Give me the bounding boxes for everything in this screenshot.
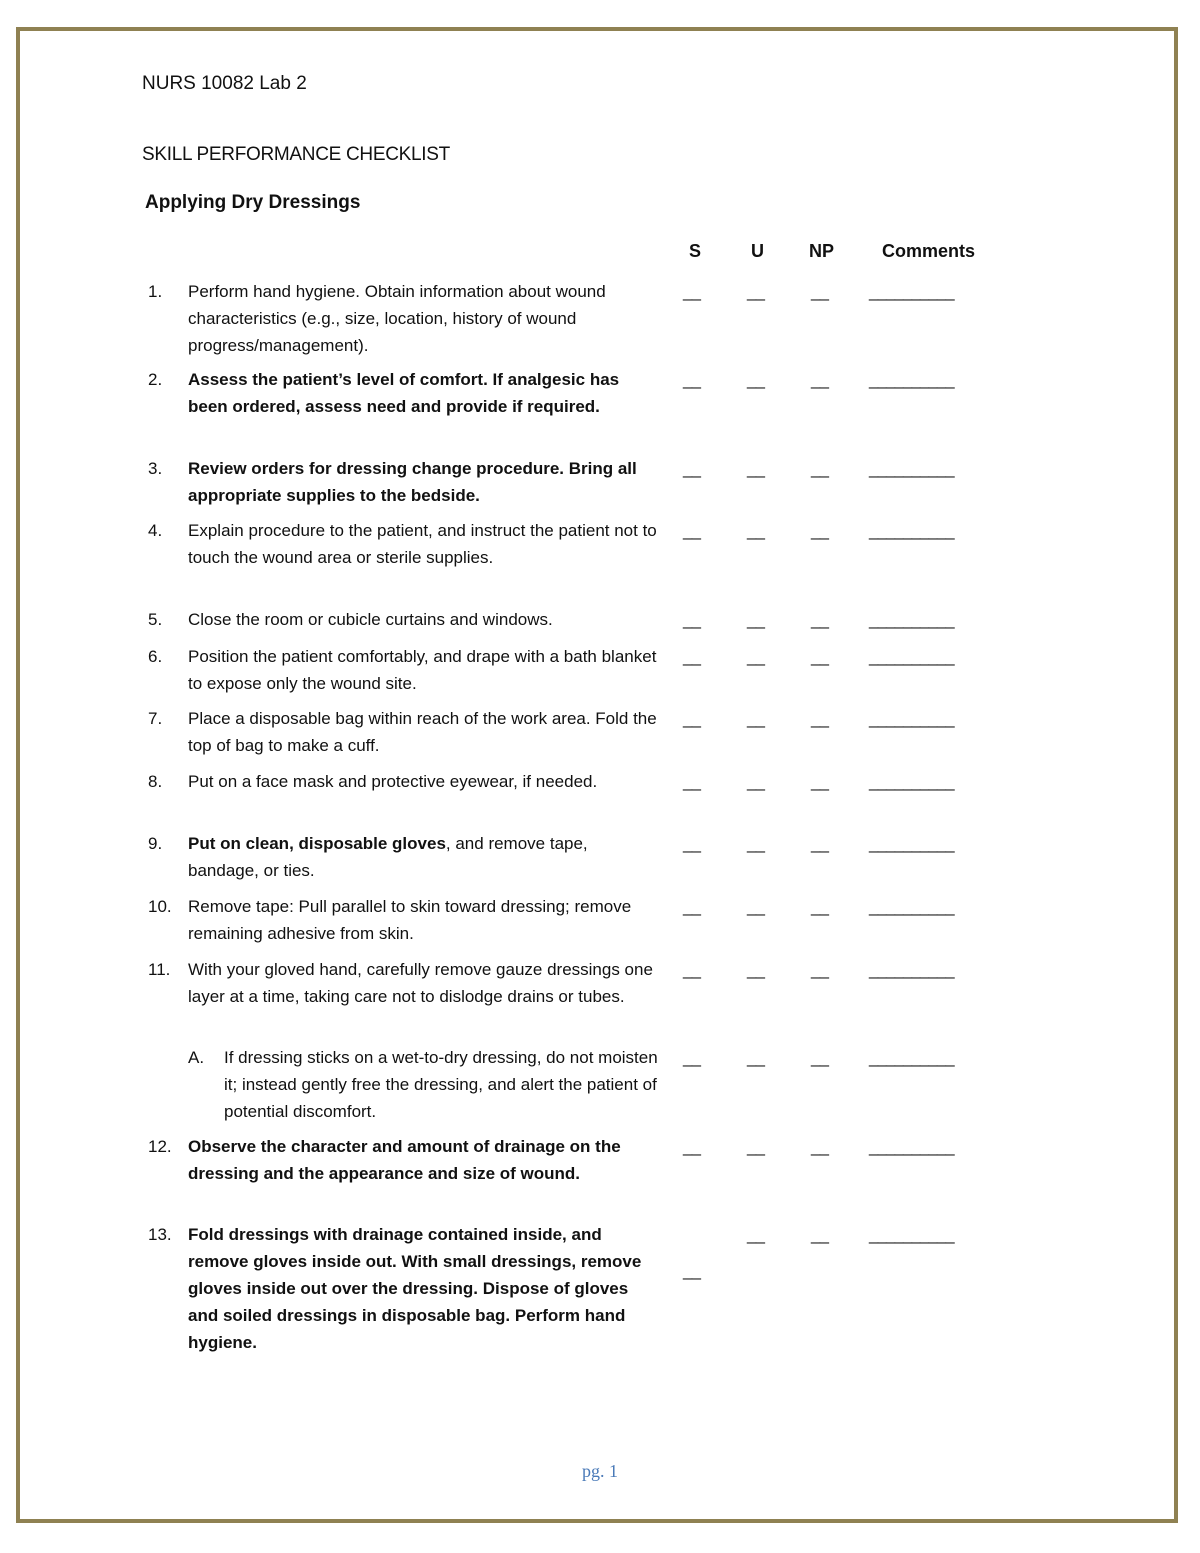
u-blank[interactable]: __ bbox=[747, 772, 764, 791]
comments-blank[interactable]: __________ bbox=[869, 521, 954, 540]
comments-blank[interactable]: __________ bbox=[869, 1225, 954, 1244]
np-blank[interactable]: __ bbox=[811, 1048, 828, 1067]
s-blank[interactable]: __ bbox=[683, 1261, 700, 1280]
comments-blank[interactable]: __________ bbox=[869, 1048, 954, 1067]
u-blank[interactable]: __ bbox=[747, 960, 764, 979]
item-text-rest: , and remove tape, bandage, or ties. bbox=[188, 834, 588, 880]
item-text: Perform hand hygiene. Obtain information about wound characteristics (e.g., size, location, history of wound progress/management). bbox=[188, 282, 606, 355]
column-header-s: S bbox=[689, 241, 702, 261]
page-number: pg. 1 bbox=[582, 1461, 618, 1481]
comments-blank[interactable]: __________ bbox=[869, 370, 954, 389]
s-blank[interactable]: __ bbox=[683, 1048, 700, 1067]
s-blank[interactable]: __ bbox=[683, 282, 700, 301]
np-blank[interactable]: __ bbox=[811, 834, 828, 853]
item-number: 5. bbox=[148, 610, 163, 629]
item-text: Assess the patient’s level of comfort. If analgesic has been ordered, assess need and provide if required. bbox=[188, 370, 620, 416]
u-blank[interactable]: __ bbox=[747, 1225, 764, 1244]
np-blank[interactable]: __ bbox=[811, 1225, 828, 1244]
np-blank[interactable]: __ bbox=[811, 459, 828, 478]
u-blank[interactable]: __ bbox=[747, 459, 764, 478]
item-number: 4. bbox=[148, 521, 163, 540]
u-blank[interactable]: __ bbox=[747, 709, 764, 728]
s-blank[interactable]: __ bbox=[683, 459, 700, 478]
item-text: If dressing sticks on a wet-to-dry dressing, do not moisten it; instead gently free the dressing, and alert the patient of potential discomfort. bbox=[224, 1048, 658, 1121]
comments-blank[interactable]: __________ bbox=[869, 459, 954, 478]
comments-blank[interactable]: __________ bbox=[869, 772, 954, 791]
checklist-subtitle: Applying Dry Dressings bbox=[145, 192, 361, 213]
np-blank[interactable]: __ bbox=[811, 282, 828, 301]
item-number: 10. bbox=[148, 897, 172, 916]
u-blank[interactable]: __ bbox=[747, 834, 764, 853]
comments-blank[interactable]: __________ bbox=[869, 647, 954, 666]
item-number: 6. bbox=[148, 647, 163, 666]
u-blank[interactable]: __ bbox=[747, 1137, 764, 1156]
item-number: 12. bbox=[148, 1137, 172, 1156]
comments-blank[interactable]: __________ bbox=[869, 709, 954, 728]
u-blank[interactable]: __ bbox=[747, 647, 764, 666]
item-text: Explain procedure to the patient, and instruct the patient not to touch the wound area or sterile supplies. bbox=[188, 521, 657, 567]
u-blank[interactable]: __ bbox=[747, 521, 764, 540]
s-blank[interactable]: __ bbox=[683, 610, 700, 629]
comments-blank[interactable]: __________ bbox=[869, 834, 954, 853]
comments-blank[interactable]: __________ bbox=[869, 897, 954, 916]
item-number: 9. bbox=[148, 834, 163, 853]
item-number: 11. bbox=[148, 960, 171, 979]
np-blank[interactable]: __ bbox=[811, 897, 828, 916]
page-title: SKILL PERFORMANCE CHECKLIST bbox=[142, 144, 450, 165]
np-blank[interactable]: __ bbox=[811, 772, 828, 791]
item-text bbox=[188, 830, 658, 884]
comments-blank[interactable]: __________ bbox=[869, 282, 954, 301]
np-blank[interactable]: __ bbox=[811, 1137, 828, 1156]
s-blank[interactable]: __ bbox=[683, 647, 700, 666]
column-header-u: U bbox=[751, 241, 764, 261]
item-text: Remove tape: Pull parallel to skin toward dressing; remove remaining adhesive from skin. bbox=[188, 897, 632, 943]
u-blank[interactable]: __ bbox=[747, 897, 764, 916]
item-text: Close the room or cubicle curtains and windows. bbox=[188, 610, 553, 629]
item-text: Observe the character and amount of drainage on the dressing and the appearance and size of wound. bbox=[188, 1137, 621, 1183]
item-number: 1. bbox=[148, 282, 163, 301]
comments-blank[interactable]: __________ bbox=[869, 1137, 954, 1156]
item-text: Fold dressings with drainage contained inside, and remove gloves inside out. With small dressings, remove gloves inside out over the dressing. Dispose of gloves and soiled dressings in disposable bag. Perform hand hygiene. bbox=[188, 1225, 642, 1352]
np-blank[interactable]: __ bbox=[811, 370, 828, 389]
item-number: 8. bbox=[148, 772, 163, 791]
u-blank[interactable]: __ bbox=[747, 610, 764, 629]
item-text: Place a disposable bag within reach of the work area. Fold the top of bag to make a cuff. bbox=[188, 709, 657, 755]
s-blank[interactable]: __ bbox=[683, 521, 700, 540]
comments-blank[interactable]: __________ bbox=[869, 960, 954, 979]
u-blank[interactable]: __ bbox=[747, 1048, 764, 1067]
item-number: 7. bbox=[148, 709, 163, 728]
s-blank[interactable]: __ bbox=[683, 370, 700, 389]
s-blank[interactable]: __ bbox=[683, 772, 700, 791]
item-number: 2. bbox=[148, 370, 163, 389]
column-header-comments: Comments bbox=[882, 241, 976, 261]
np-blank[interactable]: __ bbox=[811, 709, 828, 728]
item-text: Put on a face mask and protective eyewear, if needed. bbox=[188, 772, 598, 791]
s-blank[interactable]: __ bbox=[683, 834, 700, 853]
item-number: 3. bbox=[148, 459, 163, 478]
column-header-np: NP bbox=[809, 241, 835, 261]
item-text: Review orders for dressing change procedure. Bring all appropriate supplies to the bedside. bbox=[188, 459, 637, 505]
course-code: NURS 10082 Lab 2 bbox=[142, 73, 307, 94]
s-blank[interactable]: __ bbox=[683, 960, 700, 979]
item-text-emphasis: Put on clean, disposable gloves bbox=[188, 834, 446, 853]
np-blank[interactable]: __ bbox=[811, 960, 828, 979]
item-number: 13. bbox=[148, 1225, 172, 1244]
u-blank[interactable]: __ bbox=[747, 282, 764, 301]
np-blank[interactable]: __ bbox=[811, 647, 828, 666]
s-blank[interactable]: __ bbox=[683, 709, 700, 728]
s-blank[interactable]: __ bbox=[683, 1137, 700, 1156]
item-text: With your gloved hand, carefully remove gauze dressings one layer at a time, taking care not to dislodge drains or tubes. bbox=[188, 960, 653, 1006]
u-blank[interactable]: __ bbox=[747, 370, 764, 389]
np-blank[interactable]: __ bbox=[811, 610, 828, 629]
np-blank[interactable]: __ bbox=[811, 521, 828, 540]
item-text: Position the patient comfortably, and drape with a bath blanket to expose only the wound site. bbox=[188, 647, 657, 693]
s-blank[interactable]: __ bbox=[683, 897, 700, 916]
comments-blank[interactable]: __________ bbox=[869, 610, 954, 629]
item-number: A. bbox=[188, 1048, 205, 1067]
